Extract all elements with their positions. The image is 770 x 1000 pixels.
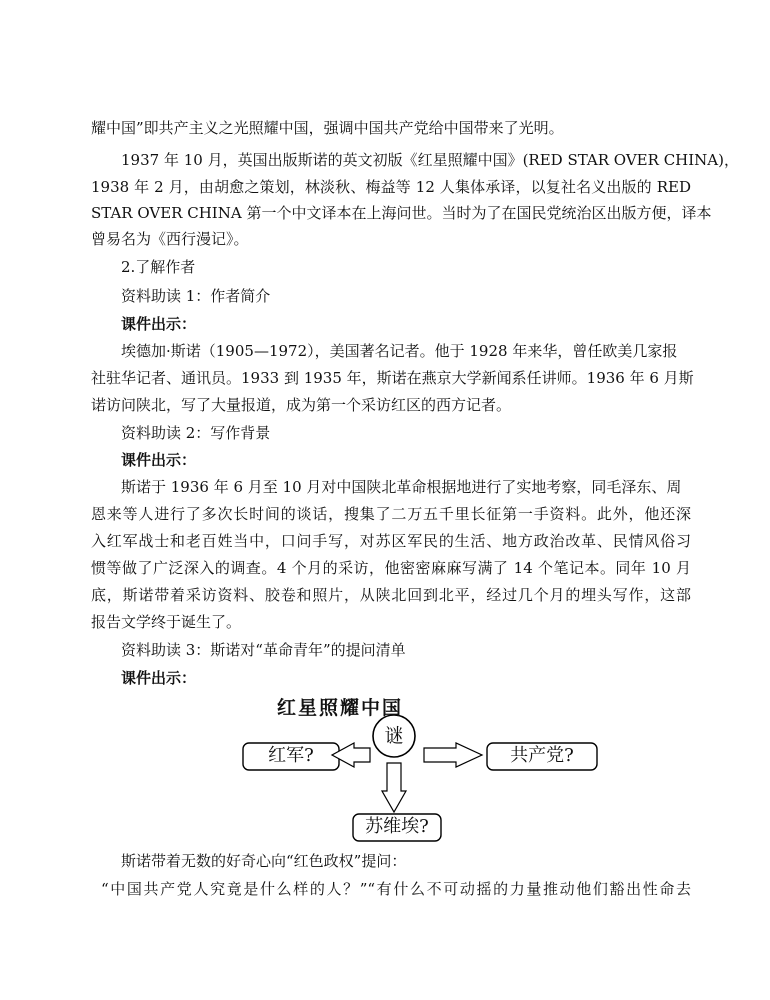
paragraph-line: 社驻华记者、通讯员。1933 到 1935 年，斯诺在燕京大学新闻系任讲师。1936 年 6 月斯 <box>91 369 694 387</box>
bottom-label: 苏维埃? <box>365 816 429 837</box>
paragraph-line: 斯诺于 1936 年 6 月至 10 月对中国陕北革命根据地进行了实地考察，同毛泽东、周 <box>121 478 682 496</box>
right-label: 共产党? <box>510 745 574 766</box>
paragraph-line: 底，斯诺带着采访资料、胶卷和照片，从陕北回到北平，经过几个月的埋头写作，这部 <box>91 586 691 604</box>
paragraph-line: STAR OVER CHINA 第一个中文译本在上海问世。当时为了在国民党统治区出版方便，译本 <box>91 204 712 222</box>
paragraph-line: 1938 年 2 月，由胡愈之策划，林淡秋、梅益等 12 人集体承译，以复社名义出版的 RED <box>91 178 691 196</box>
paragraph-line: 报告文学终于诞生了。 <box>91 613 242 631</box>
paragraph-line: 埃德加·斯诺（1905—1972），美国著名记者。他于 1928 年来华，曾任欧美几家报 <box>121 342 678 360</box>
courseware-label: 课件出示： <box>121 315 197 333</box>
down-arrow <box>382 763 406 812</box>
paragraph-line: 曾易名为《西行漫记》。 <box>91 230 249 248</box>
center-label: 谜 <box>384 725 404 747</box>
material-heading: 资料助读 2：写作背景 <box>121 424 271 442</box>
diagram-title: 红星照耀中国 <box>276 697 403 719</box>
paragraph-line: 入红军战士和老百姓当中，口问手写，对苏区军民的生活、地方政治改革、民情风俗习 <box>91 532 691 550</box>
material-heading: 资料助读 3：斯诺对“革命青年”的提问清单 <box>121 641 406 659</box>
left-label: 红军? <box>268 745 314 766</box>
courseware-label: 课件出示： <box>121 669 197 687</box>
paragraph-line: 诺访问陕北，写了大量报道，成为第一个采访红区的西方记者。 <box>91 396 512 414</box>
paragraph-line: 耀中国”即共产主义之光照耀中国，强调中国共产党给中国带来了光明。 <box>91 119 564 137</box>
paragraph-line: 1937 年 10 月，英国出版斯诺的英文初版《红星照耀中国》(RED STAR OVER CHINA)， <box>121 151 739 169</box>
material-heading: 资料助读 1：作者简介 <box>121 287 271 305</box>
paragraph-line: 惯等做了广泛深入的调查。4 个月的采访，他密密麻麻写满了 14 个笔记本。同年 10 月 <box>91 559 691 577</box>
paragraph-line: 恩来等人进行了多次长时间的谈话，搜集了二万五千里长征第一手资料。此外，他还深 <box>91 505 691 523</box>
paragraph-line: “中国共产党人究竟是什么样的人？”“有什么不可动摇的力量推动他们豁出性命去 <box>101 880 691 898</box>
courseware-label: 课件出示： <box>121 451 197 469</box>
paragraph-line: 斯诺带着无数的好奇心向“红色政权”提问： <box>121 852 407 870</box>
right-arrow <box>424 743 482 767</box>
section-heading: 2.了解作者 <box>121 258 196 276</box>
